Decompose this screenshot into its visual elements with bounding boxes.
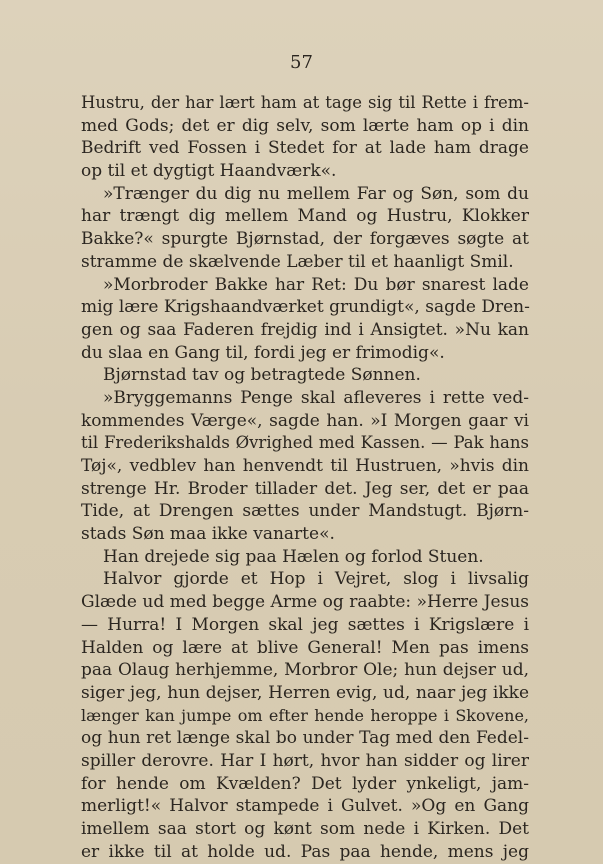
text-line: »Bryggemanns Penge skal afleveres i rette ved-	[103, 387, 529, 408]
body-text	[81, 92, 529, 863]
text-line: Hustru, der har lært ham at tage sig til Rette i frem-	[81, 93, 529, 112]
text-line: og hun ret længe skal bo under Tag med den Fedel-	[81, 728, 529, 749]
text-line: kommendes Værge«, sagde han. »I Morgen gaar vi	[81, 410, 529, 431]
text-line: paa Olaug herhjemme, Morbror Ole; hun dejser ud,	[81, 660, 529, 681]
text-line: Bjørnstad tav og betragtede Sønnen.	[103, 365, 421, 386]
text-line: — Hurra! I Morgen skal jeg sættes i Krigslære i	[81, 614, 529, 635]
text-line: Bedrift ved Fossen i Stedet for at lade ham drage	[81, 138, 529, 159]
text-line: imellem saa stort og kønt som nede i Kirken. Det	[81, 819, 529, 839]
text-line: Halvor gjorde et Hop i Vejret, slog i livsalig	[103, 569, 529, 590]
text-line: for hende om Kvælden? Det lyder ynkeligt, jam-	[81, 773, 529, 794]
text-line: op til et dygtigt Haandværk«.	[81, 161, 337, 182]
text-line: »Trænger du dig nu mellem Far og Søn, som du	[103, 183, 529, 204]
text-line: strenge Hr. Broder tillader det. Jeg ser, det er paa	[81, 478, 529, 499]
text-line: med Gods; det er dig selv, som lærte ham op i din	[81, 115, 529, 136]
text-line: merligt!« Halvor stampede i Gulvet. »Og en Gang	[81, 796, 529, 817]
text-line: Tide, at Drengen sættes under Mandstugt. Bjørn-	[81, 501, 529, 522]
page-number: 57	[290, 52, 313, 73]
text-line: mig lære Krigshaandværket grundigt«, sagde Dren-	[81, 297, 530, 318]
text-line: til Frederikshalds Øvrighed med Kassen. — Pak hans	[81, 433, 529, 453]
text-line: du slaa en Gang til, fordi jeg er frimodig«.	[81, 342, 445, 363]
text-line: siger jeg, hun dejser, Herren evig, ud, naar jeg ikke	[81, 682, 529, 703]
text-line: har trængt dig mellem Mand og Hustru, Klokker	[81, 206, 529, 227]
text-line: Glæde ud med begge Arme og raabte: »Herre Jesus	[81, 592, 529, 613]
text-line: spiller derovre. Har I hørt, hvor han sidder og lirer	[81, 750, 529, 771]
text-line: Han drejede sig paa Hælen og forlod Stuen.	[103, 546, 484, 567]
text-line: stramme de skælvende Læber til et haanligt Smil.	[81, 251, 514, 272]
text-line: Tøj«, vedblev han henvendt til Hustruen, »hvis din	[81, 456, 529, 476]
text-line: »Morbroder Bakke har Ret: Du bør snarest lade	[103, 274, 529, 295]
text-line: er ikke til at holde ud. Pas paa hende, mens jeg	[81, 841, 529, 862]
text-line: stads Søn maa ikke vanarte«.	[81, 524, 335, 545]
text-line: Bakke?« spurgte Bjørnstad, der forgæves søgte at	[81, 229, 529, 250]
text-line: Halden og lære at blive General! Men pas imens	[81, 637, 529, 658]
text-line: længer kan jumpe om efter hende heroppe i Skovene,	[81, 705, 529, 725]
text-line: gen og saa Faderen frejdig ind i Ansigtet. »Nu kan	[81, 319, 529, 340]
